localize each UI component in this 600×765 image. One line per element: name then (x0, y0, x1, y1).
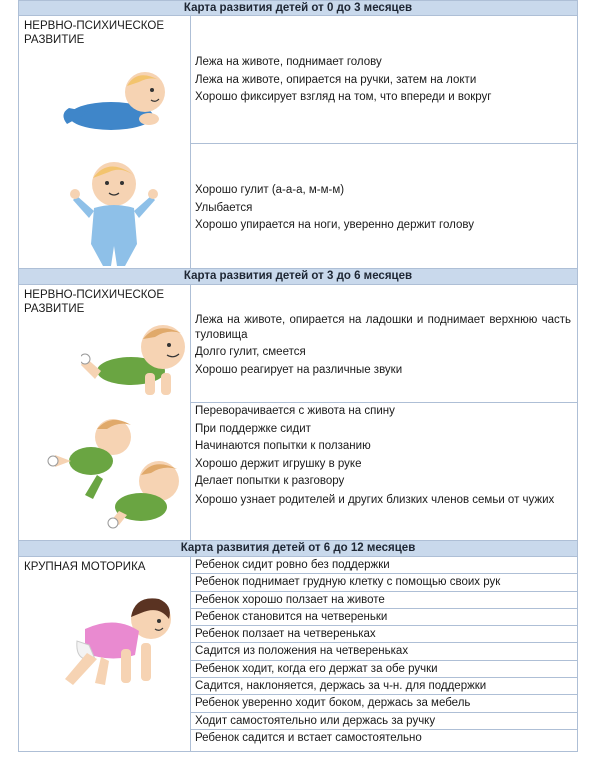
baby-crawling-illustration (55, 593, 185, 693)
list-item: Ребенок ползает на четвереньках (191, 626, 577, 643)
skill-item: Хорошо упирается на ноги, уверенно держит голову (195, 219, 474, 231)
section-header-0-3 (19, 0, 577, 16)
list-item: Ребенок поднимает грудную клетку с помощью своих рук (191, 574, 577, 591)
skill-item: Лежа на животе, поднимает голову (195, 56, 382, 68)
skill-item: Лежа на животе, опирается на ладошки и поднимает верхнюю часть туловища (195, 314, 571, 341)
list-item: Ребенок хорошо ползает на животе (191, 592, 577, 609)
section3-left-column (19, 557, 191, 752)
section3-motor-skills-list (191, 557, 577, 752)
skill-item: Хорошо держит игрушку в руке (195, 457, 362, 470)
skill-item: Хорошо реагирует на различные звуки (195, 363, 403, 376)
section2-left-column (19, 285, 191, 540)
section-header-3-6 (19, 268, 577, 285)
list-item: Садится из положения на четвереньках (191, 643, 577, 660)
skill-item: Улыбается (195, 201, 253, 214)
section2-skills-block-1 (191, 285, 577, 403)
baby-lifting-head-illustration (59, 64, 169, 144)
skill-item: Лежа на животе, опирается на ручки, затем на локти (195, 73, 477, 86)
skill-item: Долго гулит, смеется (195, 346, 306, 358)
category-label: НЕРВНО-ПСИХИЧЕСКОЕ РАЗВИТИЕ (24, 289, 164, 315)
section-title: Карта развития детей от 6 до 12 месяцев (180, 542, 416, 554)
category-label: КРУПНАЯ МОТОРИКА (24, 561, 146, 573)
skill-item: Хорошо узнает родителей и других близких членов семьи от чужих (195, 493, 555, 506)
baby-on-tummy-illustration (81, 321, 189, 401)
development-chart (18, 0, 578, 752)
list-item: Ребенок садится и встает самостоятельно (195, 731, 422, 744)
section-title: Карта развития детей от 0 до 3 месяцев (183, 2, 413, 14)
skill-item: Хорошо гулит (а-а-а, м-м-м) (195, 184, 345, 196)
baby-standing-illustration (69, 156, 159, 268)
list-item: Ребенок становится на четвереньки (191, 609, 577, 626)
section1-skills-block-2 (191, 144, 577, 268)
list-item: Ходит самостоятельно или держась за ручку (191, 713, 577, 730)
list-item: Ребенок уверенно ходит боком, держась за мебель (191, 695, 577, 712)
baby-rolling-over-illustration (41, 415, 189, 533)
list-item: Ребенок сидит ровно без поддержки (191, 557, 577, 574)
category-label: НЕРВНО-ПСИХИЧЕСКОЕ РАЗВИТИЕ (24, 20, 164, 46)
list-item: Садится, наклоняется, держась за ч-н. для поддержки (191, 678, 577, 695)
skill-item: Начинаются попытки к ползанию (195, 440, 371, 452)
list-item: Ребенок ходит, когда его держат за обе ручки (191, 661, 577, 678)
skill-item: При поддержке сидит (195, 422, 311, 435)
skill-item: Хорошо фиксирует взгляд на том, что впереди и вокруг (195, 91, 492, 103)
section-title: Карта развития детей от 3 до 6 месяцев (183, 270, 413, 282)
skill-item: Переворачивается с живота на спину (195, 405, 395, 417)
section2-skills-block-2 (191, 403, 577, 540)
section1-skills-block-1 (191, 16, 577, 144)
skill-item: Делает попытки к разговору (195, 475, 345, 487)
section-header-6-12 (19, 540, 577, 557)
section1-left-column (19, 16, 191, 268)
